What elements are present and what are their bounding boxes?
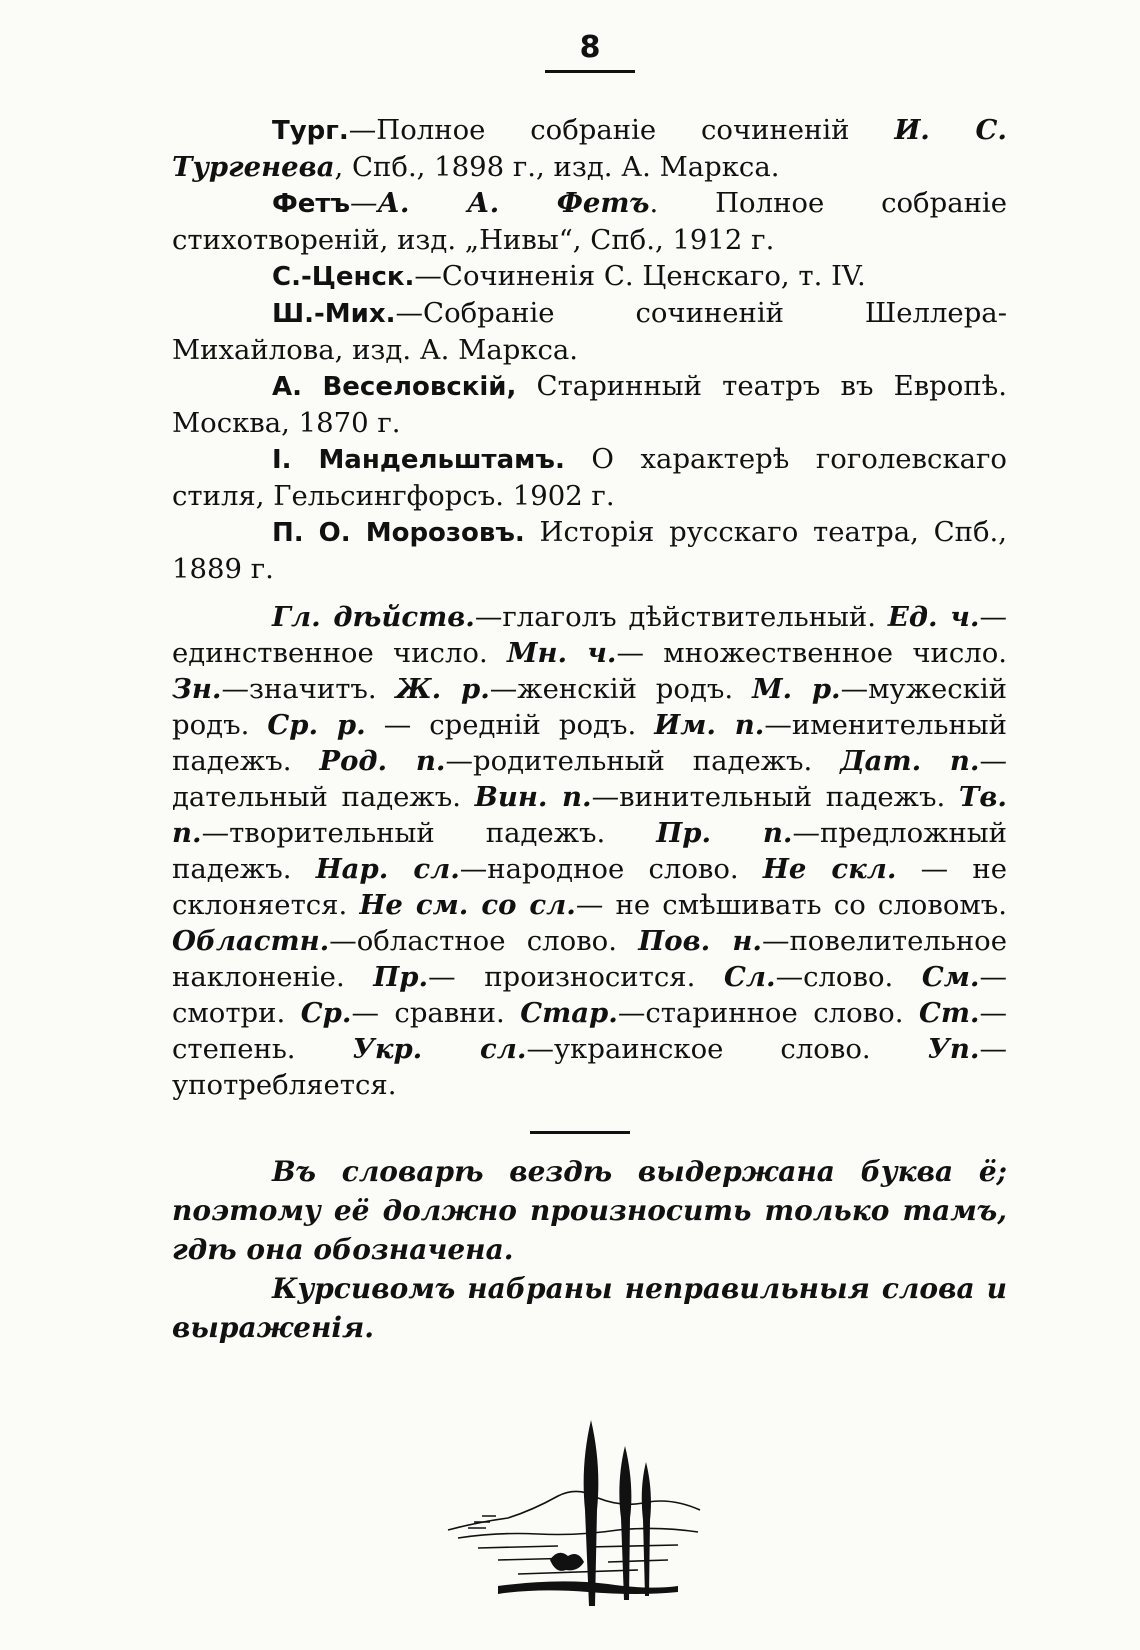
abbreviation-term: Род. п. xyxy=(319,745,446,777)
abbreviation-term: Ср. xyxy=(300,997,352,1029)
source-abbr: П. О. Морозовъ. xyxy=(272,518,525,548)
abbreviation-definition: —винительный падежъ. xyxy=(591,781,959,813)
abbreviation-definition: —творительный падежъ. xyxy=(201,817,657,849)
abbreviation-term: М. р. xyxy=(752,673,841,705)
source-author: И. С. Тургенева xyxy=(172,114,1007,183)
abbreviation-term: Дат. п. xyxy=(840,745,980,777)
source-entry xyxy=(172,258,1007,295)
page-content xyxy=(172,112,1007,1347)
source-text: Собраніе сочиненій Шеллера-Михайлова, изд. А. Маркса. xyxy=(172,297,1007,366)
abbreviation-definition: —глаголъ дѣйствительный. xyxy=(474,601,888,633)
page-number: 8 xyxy=(579,30,601,65)
source-abbr: С.-Ценск. xyxy=(272,262,415,292)
abbreviation-definition: — сравни. xyxy=(351,997,521,1029)
abbreviation-term: Областн. xyxy=(172,925,330,957)
abbreviation-definition: —единственное число. xyxy=(172,601,1007,669)
abbreviation-definition: —именительный падежъ. xyxy=(172,709,1007,777)
abbreviation-definition: —женскій родъ. xyxy=(489,673,753,705)
abbreviation-definition: — не склоняется. xyxy=(172,853,1007,921)
source-text: Сочиненія С. Ценскаго, т. IV. xyxy=(441,260,866,292)
source-entry xyxy=(172,112,1007,185)
source-sep: — xyxy=(350,187,378,219)
source-tail: . Полное собраніе стихотвореній, изд. „Нивы“, Спб., 1912 г. xyxy=(172,187,1007,256)
abbreviation-definition: — не смѣшивать со словомъ. xyxy=(575,889,1008,921)
source-entry xyxy=(172,295,1007,368)
abbreviation-definition: —степень. xyxy=(172,997,1007,1065)
source-sep xyxy=(525,516,540,548)
abbreviation-term: Ед. ч. xyxy=(887,601,980,633)
abbreviation-term: Сл. xyxy=(723,961,776,993)
abbreviation-definition: — средній родъ. xyxy=(365,709,655,741)
abbreviation-term: Пр. п. xyxy=(656,817,793,849)
abbreviation-definition: —значитъ. xyxy=(221,673,396,705)
abbreviation-definition: —дательный падежъ. xyxy=(172,745,1007,813)
abbreviation-definition: —употребляется. xyxy=(172,1033,1007,1101)
source-abbr: Тург. xyxy=(272,116,349,146)
abbreviation-definition: —мужескій родъ. xyxy=(172,673,1007,741)
landscape-vignette xyxy=(438,1410,708,1615)
source-text: Исторія русскаго театра, Спб., 1889 г. xyxy=(172,516,1007,585)
abbreviation-term: Тв. п. xyxy=(172,781,1007,849)
abbreviation-definition: —областное слово. xyxy=(329,925,639,957)
abbreviation-term: Уп. xyxy=(927,1033,980,1065)
abbreviation-term: Не скл. xyxy=(762,853,897,885)
abbreviation-definition: —родительный падежъ. xyxy=(445,745,841,777)
source-text: Полное собраніе сочиненій xyxy=(376,114,895,146)
page-number-rule xyxy=(545,70,635,73)
source-text: Старинный театръ въ Европѣ. Москва, 1870 г. xyxy=(172,370,1007,439)
source-entry xyxy=(172,185,1007,258)
abbreviation-term: См. xyxy=(921,961,980,993)
source-tail: , Спб., 1898 г., изд. А. Маркса. xyxy=(334,151,780,183)
abbreviation-definition: — множественное число. xyxy=(616,637,1007,669)
abbreviation-term: Пр. xyxy=(373,961,429,993)
sources-list xyxy=(172,112,1007,587)
abbreviation-term: Ст. xyxy=(918,997,980,1029)
source-abbr: А. Веселовскій, xyxy=(272,372,517,402)
section-separator xyxy=(530,1131,630,1134)
abbreviation-term: Пов. н. xyxy=(638,925,762,957)
abbreviation-term: Нар. сл. xyxy=(315,853,460,885)
abbreviation-definition: —старинное слово. xyxy=(617,997,919,1029)
abbreviation-term: Ср. р. xyxy=(267,709,366,741)
abbreviation-definition: —смотри. xyxy=(172,961,1007,1029)
abbreviation-definition: —предложный падежъ. xyxy=(172,817,1007,885)
abbreviation-term: Им. п. xyxy=(654,709,765,741)
source-sep: — xyxy=(414,260,442,292)
abbreviations-paragraph xyxy=(172,599,1007,1103)
abbreviation-term: Мн. ч. xyxy=(507,637,617,669)
source-abbr: І. Мандельштамъ. xyxy=(272,445,565,475)
source-entry xyxy=(172,368,1007,441)
note-paragraph: Курсивомъ набраны неправильныя слова и выраженія. xyxy=(172,1271,1007,1344)
abbreviation-definition: —народное слово. xyxy=(459,853,763,885)
source-sep xyxy=(565,443,592,475)
abbreviation-definition: —повелительное наклоненіе. xyxy=(172,925,1007,993)
source-entry xyxy=(172,514,1007,587)
abbreviation-term: Ж. р. xyxy=(395,673,490,705)
source-sep xyxy=(516,370,536,402)
abbreviation-term: Стар. xyxy=(520,997,618,1029)
abbreviation-term: Гл. дѣйств. xyxy=(272,601,475,633)
abbreviation-definition: —украинское слово. xyxy=(526,1033,928,1065)
source-abbr: Фетъ xyxy=(272,189,351,219)
source-abbr: Ш.-Мих. xyxy=(272,299,396,329)
source-text: О характерѣ гоголевскаго стиля, Гельсингфорсъ. 1902 г. xyxy=(172,443,1007,512)
note-paragraph: Въ словарѣ вездѣ выдержана буква ё; поэтому её должно произносить только тамъ, гдѣ она обозначена. xyxy=(172,1154,1007,1266)
source-entry xyxy=(172,441,1007,514)
abbreviation-definition: —слово. xyxy=(775,961,922,993)
source-sep: — xyxy=(395,297,424,329)
source-author: А. А. Фетъ xyxy=(377,187,650,219)
source-sep: — xyxy=(348,114,377,146)
abbreviation-term: Зн. xyxy=(172,673,222,705)
abbreviation-term: Не см. со сл. xyxy=(359,889,576,921)
notes-block xyxy=(172,1152,1007,1347)
abbreviation-term: Вин. п. xyxy=(474,781,592,813)
abbreviation-definition: — произносится. xyxy=(428,961,724,993)
abbreviation-term: Укр. сл. xyxy=(352,1033,527,1065)
